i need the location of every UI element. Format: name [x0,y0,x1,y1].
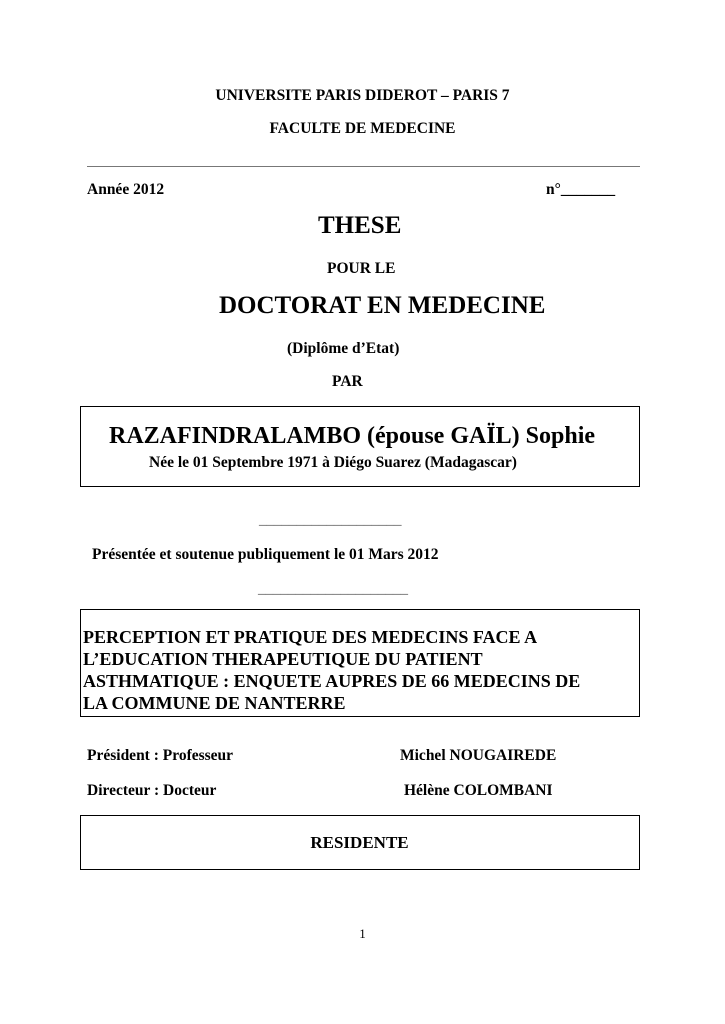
these-title: THESE [318,212,402,239]
thesis-number: n°_______ [546,181,616,198]
director-label: Directeur : Docteur [87,782,217,799]
subject-line: LA COMMUNE DE NANTERRE [83,693,346,713]
author-box [80,406,640,487]
university-name: UNIVERSITE PARIS DIDEROT – PARIS 7 [215,87,510,104]
author-name: RAZAFINDRALAMBO (épouse GAÏL) Sophie [109,423,596,449]
president-label: Président : Professeur [87,747,234,764]
page-number: 1 [359,926,366,941]
subject-line: ASTHMATIQUE : ENQUETE AUPRES DE 66 MEDECINS DE [83,671,581,691]
author-birth: Née le 01 Septembre 1971 à Diégo Suarez (Madagascar) [149,454,517,471]
header-divider [87,166,640,167]
par-label: PAR [332,373,363,390]
separator-line-bottom: ____________________ [258,581,408,597]
president-name: Michel NOUGAIREDE [400,747,557,764]
diploma-label: (Diplôme d’Etat) [287,340,400,357]
defense-date: Présentée et soutenue publiquement le 01 Mars 2012 [92,546,439,563]
director-name: Hélène COLOMBANI [404,782,553,799]
subject-box [80,609,640,717]
subject-line: PERCEPTION ET PRATIQUE DES MEDECINS FACE A [83,627,538,647]
status-box [80,815,640,870]
status-label: RESIDENTE [310,833,409,852]
subject-line: L’EDUCATION THERAPEUTIQUE DU PATIENT [83,649,483,669]
separator-line-top: ___________________ [259,512,402,528]
year-label: Année 2012 [87,181,165,198]
pour-le: POUR LE [327,260,396,277]
faculty-name: FACULTE DE MEDECINE [269,120,456,137]
degree-title: DOCTORAT EN MEDECINE [219,292,546,319]
